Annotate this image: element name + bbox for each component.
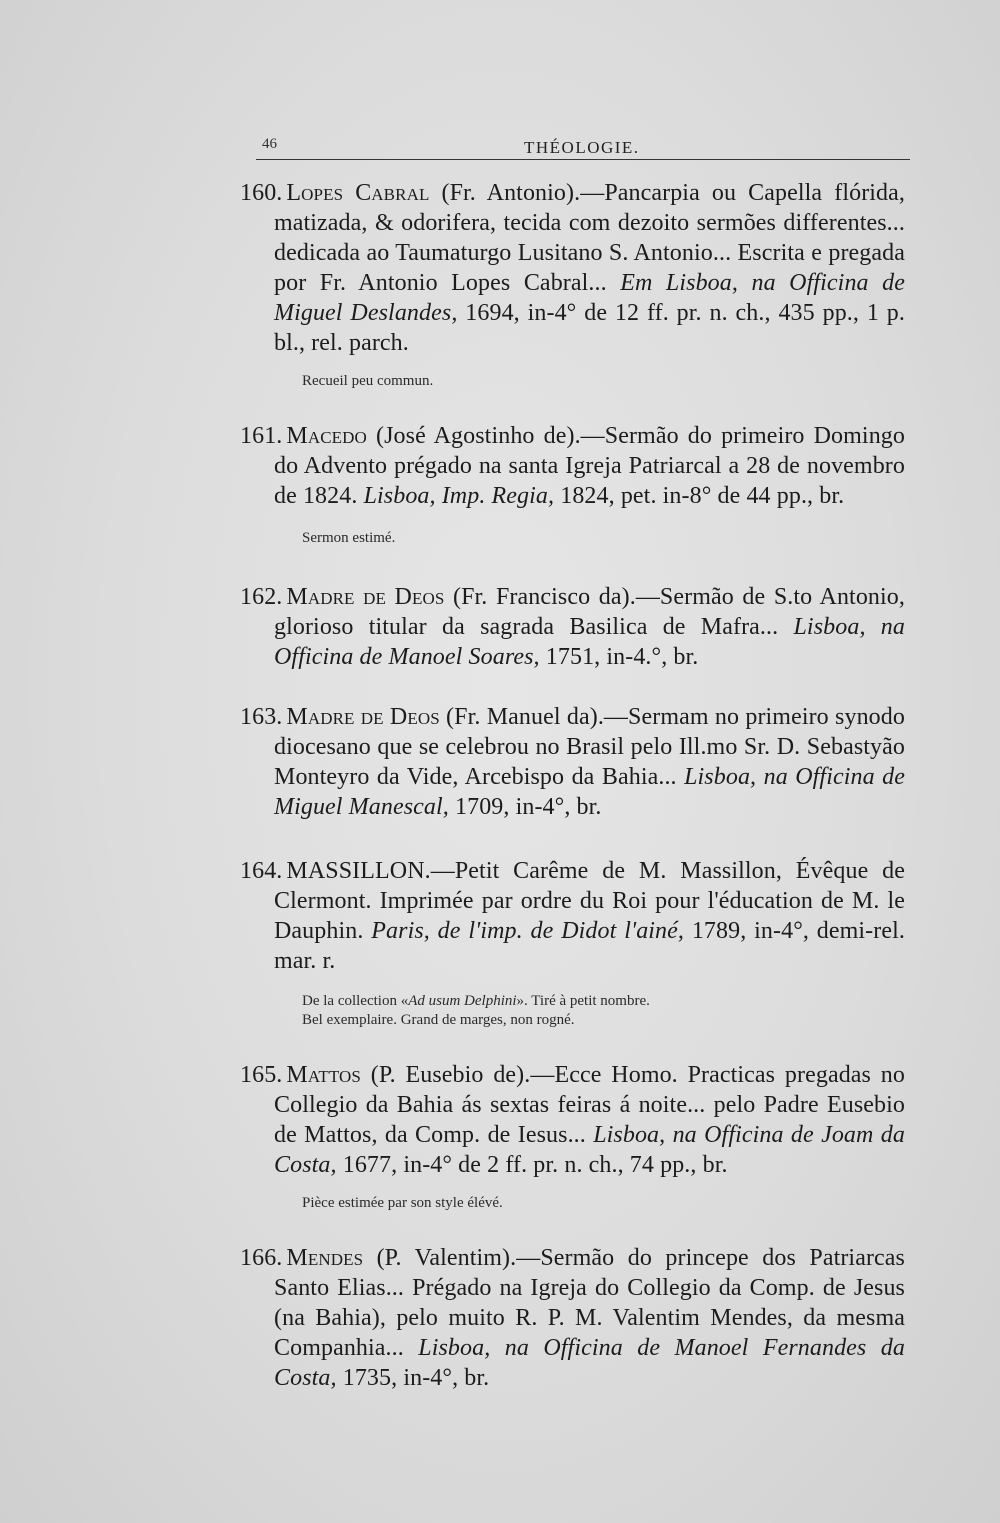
entry-note-text: De la collection « [302,993,409,1009]
entry-text: —Petit Carême de M. Massillon, Évêque de Clermont. Imprimée par ordre du Roi pour l'éducation de M. le Dauphin. [274,858,905,944]
entry-note-text: Pièce estimée par son style élévé. [302,1195,503,1211]
entry-collation: 1824, pet. in-8° de 44 pp., br. [554,483,845,509]
entry-163 [240,702,905,822]
entry-note [240,1011,905,1030]
entry-note-series: Ad usum Delphini [408,993,517,1009]
entry-text: (Fr. Francisco da).—Sermão de S.to Antonio, glorioso titular da sagrada Basilica de Mafra... [274,584,905,640]
entry-collation: 1694, in-4° de 12 ff. pr. n. ch., 435 pp., 1 p. bl., rel. parch. [274,300,905,356]
page-number: 46 [262,136,277,152]
entry-note-text: Bel exemplaire. Grand de marges, non rogné. [302,1012,575,1028]
header-rule [256,159,910,160]
entry-note [240,992,905,1011]
entry-author: Lopes Cabral [286,180,430,206]
entry-text: (José Agostinho de).—Sermão do primeiro Domingo do Advento prégado na santa Igreja Patriarcal a 28 de novembro de 1824. [274,423,905,509]
entry-author: MASSILLON. [286,858,431,884]
entry-author: Mattos [286,1062,361,1088]
entry-number: 163. [240,704,283,730]
entry-164 [240,856,905,976]
entry-note-text: Sermon estimé. [302,530,396,546]
entry-text: (Fr. Manuel da).—Sermam no primeiro synodo diocesano que se celebrou no Brasil pelo Ill.mo Sr. D. Sebastyão Monteyro da Vide, Arcebispo da Bahia... [274,704,905,790]
entry-note [240,1194,905,1213]
entry-imprint: Lisboa, na Officina de Manoel Fernandes da Costa, [274,1335,905,1391]
entry-author: Madre de Deos [286,584,445,610]
entry-number: 160. [240,180,283,206]
catalogue-entries [240,178,905,1393]
entry-author: Madre de Deos [286,704,440,730]
entry-imprint: Em Lisboa, na Officina de Miguel Deslandes, [274,270,905,326]
entry-collation: 1789, in-4°, demi-rel. mar. r. [274,918,905,974]
entry-text: (P. Valentim).—Sermão do princepe dos Patriarcas Santo Elias... Prégado na Igreja do Collegio da Comp. de Jesus (na Bahia), pelo muito R. P. M. Valentim Mendes, da mesma Companhia... [274,1245,905,1361]
entry-number: 165. [240,1062,283,1088]
entry-number: 161. [240,423,283,449]
entry-collation: 1735, in-4°, br. [336,1365,490,1391]
entry-imprint: Lisboa, na Officina de Miguel Manescal, [274,764,905,820]
entry-166 [240,1243,905,1393]
entry-text: (Fr. Antonio).—Pancarpia ou Capella flórida, matizada, & odorifera, tecida com dezoito sermões differentes... dedicada ao Taumaturgo Lusitano S. Antonio... Escrita e pregada por Fr. Antonio Lopes Cabral... [274,180,906,296]
entry-author: Macedo [286,423,367,449]
running-title: THÉOLOGIE. [524,138,640,157]
entry-160 [240,178,905,358]
entry-imprint: Paris, de l'imp. de Didot l'ainé, [371,918,685,944]
entry-author: Mendes [286,1245,364,1271]
entry-collation: 1751, in-4.°, br. [539,644,699,670]
entry-imprint: Lisboa, na Officina de Manoel Soares, [274,614,905,670]
entry-collation: 1709, in-4°, br. [448,794,602,820]
entry-number: 162. [240,584,283,610]
entry-note [240,372,905,391]
entry-162 [240,582,905,672]
entry-note-text: Recueil peu commun. [302,373,434,389]
entry-text: (P. Eusebio de).—Ecce Homo. Practicas pregadas no Collegio da Bahia ás sextas feiras á noite... pelo Padre Eusebio de Mattos, da Comp. de Iesus... [274,1062,905,1148]
entry-note [240,529,905,548]
entry-note-text: ». Tiré à petit nombre. [516,993,650,1009]
entry-161 [240,421,905,511]
entry-number: 166. [240,1245,283,1271]
running-head [256,130,910,160]
entry-imprint: Lisboa, Imp. Regia, [363,483,555,509]
entry-number: 164. [240,858,283,884]
entry-imprint: Lisboa, na Officina de Joam da Costa, [274,1122,905,1178]
entry-165 [240,1060,905,1180]
entry-collation: 1677, in-4° de 2 ff. pr. n. ch., 74 pp., br. [336,1152,728,1178]
